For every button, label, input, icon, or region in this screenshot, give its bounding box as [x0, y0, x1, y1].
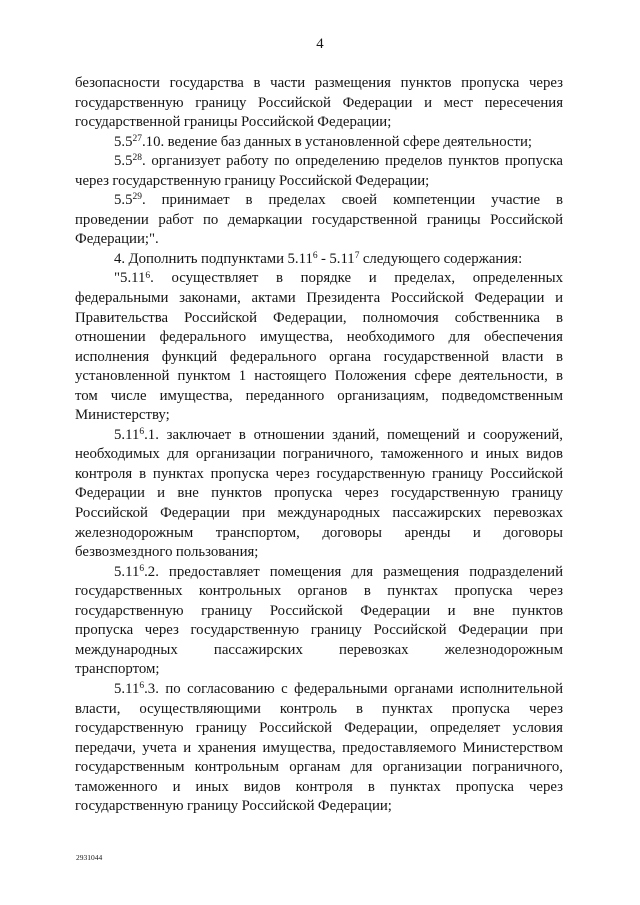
page-number: 4 [316, 36, 324, 52]
text-line: государственной границы Российской Федерации; [75, 114, 392, 131]
item-number-suffix: .3. [144, 680, 159, 697]
item-number: 5.11 [114, 426, 140, 443]
item-number: "5.11 [114, 270, 146, 287]
text-line [75, 426, 563, 446]
text-line: Российской Федерации при международных пассажирских перевозках [75, 505, 563, 522]
item-number: 5.11 [114, 680, 140, 697]
item-number-suffix: . [150, 270, 154, 287]
text-line: государственную границу Российской Федерации, определяет условия [75, 720, 563, 737]
paragraph [75, 133, 563, 153]
text-line: пропуска через государственную границу Российской Федерации при [75, 622, 563, 639]
line-text: ведение баз данных в установленной сфере деятельности; [167, 133, 533, 150]
text-line: через государственную границу Российской Федерации; [75, 172, 430, 189]
text-line [75, 250, 563, 270]
range-to-superscript: 7 [354, 251, 360, 261]
text-line: государственную границу Российской Федерации и мест пересечения [75, 94, 563, 111]
text-line: железнодорожным транспортом, договоры аренды и договоры [75, 524, 563, 541]
text-line: Федерации;". [75, 231, 159, 248]
text-line: Правительства Российской Федерации, полномочия собственника в [75, 309, 563, 326]
text-line: проведении работ по демаркации государственной границы Российской [75, 211, 563, 228]
text-line [75, 191, 563, 211]
item-number-superscript: 29 [132, 192, 142, 203]
text-line [75, 152, 563, 172]
text-line: отношении федерального имущества, необходимого для обеспечения [75, 329, 563, 346]
text-line [75, 133, 563, 153]
text-line [75, 269, 563, 289]
text-line: государственным контрольным органам для организации пограничного, [75, 759, 563, 776]
instruction-text-end: следующего содержания: [362, 250, 523, 267]
item-number: 5.5 [114, 192, 133, 209]
paragraph [75, 563, 563, 680]
text-line: государственных контрольных органов в пунктах пропуска через [75, 583, 563, 600]
document-body [75, 74, 563, 817]
range-separator: - [321, 250, 326, 267]
item-number-suffix: . [141, 153, 146, 170]
text-line: федеральными законами, актами Президента Российской Федерации и [75, 290, 563, 307]
text-line: таможенного и иных видов контроля в пунктах пропуска через [75, 778, 563, 795]
paragraph [75, 74, 563, 133]
item-number: 5.5 [114, 153, 133, 170]
text-line: Федерации и вне пунктов пропуска через государственную границу [75, 485, 563, 502]
line-text: предоставляет помещения для размещения подразделений [168, 563, 563, 580]
text-line: транспортом; [75, 661, 160, 678]
item-number-suffix: . [141, 192, 146, 209]
text-line: необходимых для организации пограничного, таможенного и иных видов [75, 446, 563, 463]
line-text: организует работу по определению пределов пунктов пропуска [151, 153, 563, 170]
item-number-suffix: .10. [141, 133, 165, 150]
item-number: 5.5 [114, 133, 133, 150]
item-number-superscript: 27 [132, 133, 142, 144]
paragraph [75, 250, 563, 270]
paragraph [75, 680, 563, 817]
text-line: передачи, учета и хранения имущества, предоставляемого Министерством [75, 739, 563, 756]
text-line: том числе имущества, переданного организациям, подведомственным [75, 387, 563, 404]
text-line: государственную границу Российской Федерации и вне пунктов [75, 602, 563, 619]
item-number-superscript: 6 [145, 270, 151, 281]
text-line: международных пассажирских перевозках железнодорожным [75, 641, 563, 658]
paragraph [75, 426, 563, 563]
item-number: 5.11 [114, 563, 140, 580]
text-line: государственную границу Российской Федерации; [75, 798, 392, 815]
text-line: безвозмездного пользования; [75, 544, 259, 561]
item-number-superscript: 6 [139, 426, 145, 437]
range-from-superscript: 6 [312, 251, 318, 261]
document-code: 2931044 [76, 853, 103, 862]
range-from-number: 5.11 [287, 250, 313, 267]
text-line: исполнения функций федерального органа государственной власти в [75, 348, 563, 365]
item-number-superscript: 28 [132, 153, 142, 164]
line-text: принимает в пределах своей компетенции участие в [161, 192, 564, 209]
text-line: контроля в пунктах пропуска через государственную границу Российской [75, 465, 563, 482]
item-number-superscript: 6 [139, 681, 145, 692]
paragraph [75, 152, 563, 191]
text-line [75, 563, 563, 583]
line-text: по согласованию с федеральными органами исполнительной [165, 680, 563, 697]
item-number-suffix: .1. [144, 426, 159, 443]
text-line: установленной пунктом 1 настоящего Положения сфере деятельности, в [75, 368, 563, 385]
text-line: Министерству; [75, 407, 170, 424]
text-line: власти, осуществляющими контроль в пунктах пропуска через [75, 700, 563, 717]
paragraph [75, 191, 563, 250]
range-to-number: 5.11 [329, 250, 355, 267]
item-number-suffix: .2. [144, 563, 159, 580]
item-number-superscript: 6 [139, 563, 145, 574]
paragraph [75, 269, 563, 425]
text-line: безопасности государства в части размещения пунктов пропуска через [75, 75, 563, 91]
instruction-text: 4. Дополнить подпунктами [114, 250, 285, 267]
line-text: заключает в отношении зданий, помещений и сооружений, [166, 426, 563, 443]
line-text: осуществляет в порядке и пределах, определенных [171, 270, 564, 287]
text-line [75, 680, 563, 700]
